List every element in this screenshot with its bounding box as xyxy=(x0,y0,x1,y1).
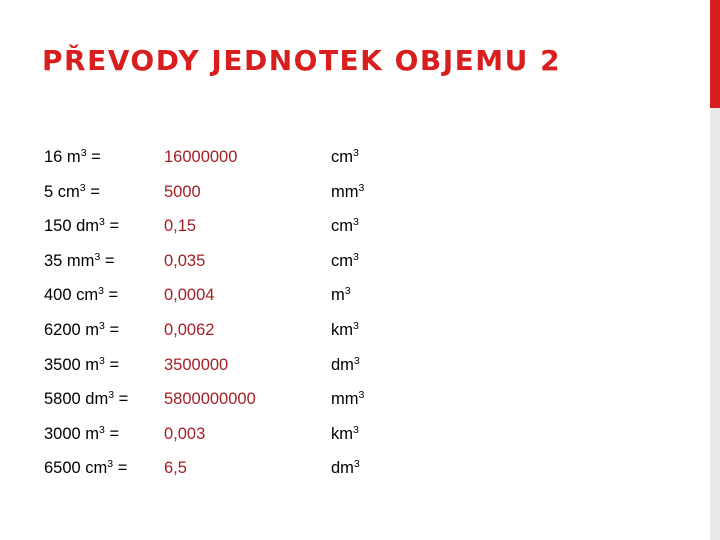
equals-sign: = xyxy=(86,148,101,166)
accent-bar-gray xyxy=(710,108,720,540)
quantity-text: 400 cm xyxy=(44,286,99,305)
answer-value: 0,15 xyxy=(164,217,197,236)
answer-value: 0,035 xyxy=(164,251,206,270)
conversion-row xyxy=(44,348,644,383)
quantity-expression xyxy=(44,175,100,210)
target-unit-text: dm xyxy=(331,355,354,374)
quantity-expression xyxy=(44,417,119,452)
quantity-exponent: 3 xyxy=(99,319,105,332)
equals-sign: = xyxy=(85,182,100,201)
answer-value: 0,0062 xyxy=(164,320,215,339)
quantity-expression xyxy=(44,209,119,244)
quantity-text: 35 mm xyxy=(44,251,95,270)
conversion-row xyxy=(44,451,644,486)
quantity-expression xyxy=(44,244,115,279)
target-unit-exponent: 3 xyxy=(353,147,359,159)
conversion-row xyxy=(44,244,644,279)
target-unit-text: km xyxy=(331,320,353,339)
target-unit-text: m xyxy=(331,286,345,305)
quantity-text: 5800 dm xyxy=(44,390,109,409)
quantity-text: 3500 m xyxy=(44,355,100,374)
quantity-text: 3000 m xyxy=(44,424,100,443)
conversion-row xyxy=(44,382,644,417)
target-unit-text: cm xyxy=(331,217,353,236)
answer-value: 16000000 xyxy=(164,148,238,166)
equals-sign: = xyxy=(104,424,120,443)
conversion-row xyxy=(44,209,644,244)
quantity-text: 5 cm xyxy=(44,182,80,201)
answer-value: 0,0004 xyxy=(164,286,215,305)
target-unit-text: cm xyxy=(331,251,353,270)
conversion-row xyxy=(44,140,644,175)
quantity-expression xyxy=(44,278,118,313)
answer-value: 5800000000 xyxy=(164,390,256,409)
equals-sign: = xyxy=(104,355,120,374)
target-unit-exponent: 3 xyxy=(353,458,360,471)
target-unit xyxy=(331,348,360,383)
quantity-text: 6500 cm xyxy=(44,459,108,478)
quantity-exponent: 3 xyxy=(107,458,114,471)
target-unit-exponent: 3 xyxy=(353,423,359,436)
target-unit-text: mm xyxy=(331,390,359,409)
quantity-exponent: 3 xyxy=(94,250,101,263)
equals-sign: = xyxy=(114,390,129,409)
quantity-expression xyxy=(44,313,119,348)
conversion-list xyxy=(44,140,644,486)
conversion-row xyxy=(44,417,644,452)
target-unit xyxy=(331,382,364,417)
target-unit-text: mm xyxy=(331,182,359,201)
answer-value: 5000 xyxy=(164,182,201,201)
conversion-row xyxy=(44,175,644,210)
target-unit-exponent: 3 xyxy=(344,285,351,298)
slide-title: PŘEVODY JEDNOTEK OBJEMU 2 xyxy=(42,44,562,77)
equals-sign: = xyxy=(103,286,119,305)
conversion-row xyxy=(44,278,644,313)
quantity-expression xyxy=(44,348,119,383)
target-unit xyxy=(331,140,359,175)
target-unit xyxy=(331,451,360,486)
quantity-exponent: 3 xyxy=(99,354,105,367)
equals-sign: = xyxy=(104,320,120,339)
conversion-row xyxy=(44,313,644,348)
quantity-exponent: 3 xyxy=(99,423,105,436)
quantity-expression xyxy=(44,140,101,175)
target-unit xyxy=(331,175,364,210)
target-unit-text: km xyxy=(331,424,353,443)
target-unit-text: dm xyxy=(331,459,354,478)
equals-sign: = xyxy=(100,251,115,270)
quantity-exponent: 3 xyxy=(79,181,86,194)
target-unit xyxy=(331,209,359,244)
target-unit xyxy=(331,417,359,452)
target-unit-exponent: 3 xyxy=(353,250,359,263)
quantity-text: 150 dm xyxy=(44,217,100,236)
answer-value: 6,5 xyxy=(164,459,187,478)
answer-value: 0,003 xyxy=(164,424,206,443)
target-unit-exponent: 3 xyxy=(353,319,359,332)
quantity-exponent: 3 xyxy=(80,147,87,159)
target-unit-exponent: 3 xyxy=(353,216,359,229)
quantity-text: 16 m xyxy=(44,148,81,166)
target-unit xyxy=(331,244,359,279)
quantity-exponent: 3 xyxy=(99,216,105,229)
target-unit xyxy=(331,313,359,348)
accent-bar-red xyxy=(710,0,720,108)
target-unit-text: cm xyxy=(331,148,353,166)
target-unit xyxy=(331,278,351,313)
answer-value: 3500000 xyxy=(164,355,229,374)
quantity-expression xyxy=(44,382,128,417)
equals-sign: = xyxy=(113,459,128,478)
target-unit-exponent: 3 xyxy=(358,181,365,194)
target-unit-exponent: 3 xyxy=(358,389,365,402)
quantity-expression xyxy=(44,451,127,486)
quantity-text: 6200 m xyxy=(44,320,100,339)
equals-sign: = xyxy=(104,217,120,236)
quantity-exponent: 3 xyxy=(98,285,104,298)
target-unit-exponent: 3 xyxy=(353,354,360,367)
quantity-exponent: 3 xyxy=(108,389,115,402)
